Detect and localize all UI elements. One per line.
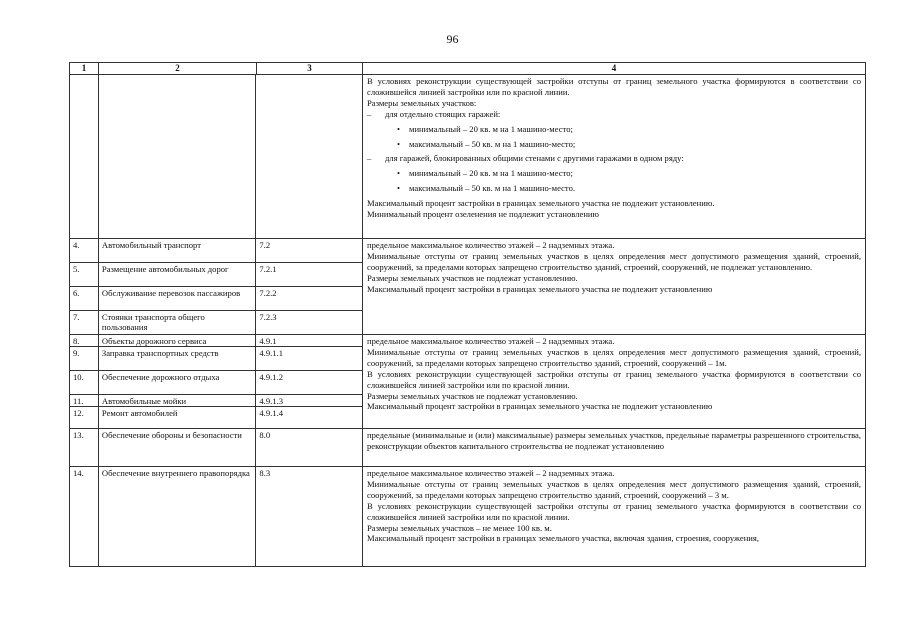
row-number: 11. bbox=[70, 395, 99, 406]
text-paragraph: Размеры земельных участков не подлежат установлению. bbox=[367, 272, 578, 283]
row-number: 5. bbox=[70, 263, 99, 286]
table-column-4 bbox=[363, 75, 865, 566]
text-paragraph: В условиях реконструкции существующей застройки отступы от границ земельного участка формируются в соответствии со сложившейся линией застройки или по красной линии. bbox=[367, 500, 861, 522]
header-col-4: 4 bbox=[611, 63, 617, 73]
row-code: 4.9.1.4 bbox=[259, 408, 284, 418]
text-paragraph: Размеры земельных участков – не менее 100 кв. м. bbox=[367, 522, 552, 533]
table-header-row bbox=[70, 63, 865, 75]
col4-block-transport bbox=[363, 239, 865, 335]
row-code: 7.2.1 bbox=[259, 264, 277, 274]
table-row bbox=[70, 429, 362, 467]
text-paragraph: Размеры земельных участков: bbox=[367, 97, 477, 108]
table-row bbox=[70, 371, 362, 395]
row-number: 6. bbox=[70, 287, 99, 310]
row-code bbox=[256, 75, 362, 238]
row-name: Обеспечение обороны и безопасности bbox=[99, 429, 256, 466]
bullet-item: • максимальный – 50 кв. м на 1 машино-место; bbox=[367, 139, 861, 150]
table-row bbox=[70, 75, 362, 239]
row-name: Ремонт автомобилей bbox=[99, 407, 256, 428]
table-row bbox=[70, 263, 362, 287]
col4-block-public-order bbox=[363, 467, 865, 566]
row-code: 8.3 bbox=[259, 468, 271, 478]
table-row bbox=[70, 407, 362, 429]
row-name: Обеспечение дорожного отдыха bbox=[99, 371, 256, 394]
header-col-2: 2 bbox=[99, 63, 257, 74]
row-number: 8. bbox=[70, 335, 99, 346]
col4-block-defense bbox=[363, 429, 865, 467]
text-paragraph: Минимальные отступы от границ земельных участков в целях определения мест допустимого размещения зданий, строений, сооружений, за пределами которых запрещено строительство зданий, строений, сооружений, не подлежат установлению. bbox=[367, 250, 861, 272]
text-paragraph: предельное максимальное количество этажей – 2 надземных этажа. bbox=[367, 240, 615, 250]
row-number: 13. bbox=[70, 429, 99, 466]
table-row bbox=[70, 395, 362, 407]
text-paragraph: предельное максимальное количество этажей – 2 надземных этажа. bbox=[367, 336, 615, 346]
col4-block-garages bbox=[363, 75, 865, 239]
text-paragraph: Минимальный процент озеленения не подлежит установлению bbox=[367, 209, 599, 220]
text-paragraph: Минимальные отступы от границ земельных участков в целях определения мест допустимого размещения зданий, строений, сооружений, за пределами которых запрещено строительство зданий, строений, сооружений – 3 м. bbox=[367, 478, 861, 500]
text-paragraph: предельное максимальное количество этажей – 2 надземных этажа. bbox=[367, 468, 615, 478]
row-number: 4. bbox=[70, 239, 99, 262]
table-row bbox=[70, 311, 362, 335]
bullet-item: • максимальный – 50 кв. м на 1 машино-место. bbox=[367, 183, 861, 194]
text-paragraph: В условиях реконструкции существующей застройки отступы от границ земельного участка формируются в соответствии со сложившейся линией застройки или по красной линии. bbox=[367, 368, 861, 390]
table-row bbox=[70, 335, 362, 347]
table-row bbox=[70, 467, 362, 566]
row-number: 12. bbox=[70, 407, 99, 428]
row-name: Размещение автомобильных дорог bbox=[99, 263, 256, 286]
table-row bbox=[70, 347, 362, 371]
row-name: Обслуживание перевозок пассажиров bbox=[99, 287, 256, 310]
text-paragraph: Размеры земельных участков не подлежат установлению. bbox=[367, 390, 578, 401]
row-code: 7.2 bbox=[259, 240, 271, 250]
bullet-item: • минимальный – 20 кв. м на 1 машино-место; bbox=[367, 168, 861, 179]
page-number: 96 bbox=[446, 32, 459, 46]
text-paragraph: Максимальный процент застройки в границах земельного участка не подлежит установлению bbox=[367, 283, 713, 294]
dash-item: – для отдельно стоящих гаражей: bbox=[367, 108, 501, 119]
row-name: Объекты дорожного сервиса bbox=[99, 335, 256, 346]
text-paragraph: В условиях реконструкции существующей застройки отступы от границ земельного участка формируются в соответствии со сложившейся линией застройки или по красной линии. bbox=[367, 76, 861, 97]
row-code: 7.2.3 bbox=[259, 312, 277, 322]
row-number: 7. bbox=[70, 311, 99, 334]
row-code: 4.9.1.2 bbox=[259, 372, 284, 382]
row-number bbox=[70, 75, 99, 238]
dash-item: – для гаражей, блокированных общими стенами с другими гаражами в одном ряду: bbox=[367, 153, 684, 164]
row-number: 10. bbox=[70, 371, 99, 394]
col4-block-road-service bbox=[363, 335, 865, 429]
table-row bbox=[70, 287, 362, 311]
row-number: 9. bbox=[70, 347, 99, 370]
row-code: 8.0 bbox=[259, 430, 271, 440]
text-paragraph: Максимальный процент застройки в границах земельного участка не подлежит установлению bbox=[367, 401, 713, 412]
row-name: Автомобильный транспорт bbox=[99, 239, 256, 262]
row-name: Заправка транспортных средств bbox=[99, 347, 256, 370]
text-paragraph: Минимальные отступы от границ земельных участков в целях определения мест допустимого размещения зданий, строений, сооружений, за пределами которых запрещено строительство зданий, строений, сооружений – 1м. bbox=[367, 346, 861, 368]
table-body bbox=[70, 75, 865, 566]
header-col-1: 1 bbox=[70, 63, 99, 74]
table-left-columns bbox=[70, 75, 363, 566]
bullet-item: • минимальный – 20 кв. м на 1 машино-место; bbox=[367, 124, 861, 135]
row-code: 7.2.2 bbox=[259, 288, 277, 298]
row-code: 4.9.1 bbox=[259, 336, 277, 346]
row-code: 4.9.1.3 bbox=[259, 396, 284, 406]
regulations-table bbox=[69, 62, 866, 567]
header-col-3: 3 bbox=[257, 63, 363, 74]
row-name: Стоянки транспорта общего пользования bbox=[99, 311, 256, 334]
table-row bbox=[70, 239, 362, 263]
row-code: 4.9.1.1 bbox=[259, 348, 284, 358]
text-paragraph: Максимальный процент застройки в границах земельного участка не подлежит установлению. bbox=[367, 198, 715, 209]
text-paragraph: Максимальный процент застройки в границах земельного участка, включая здания, строения, сооружения, bbox=[367, 533, 759, 544]
row-name: Автомобильные мойки bbox=[99, 395, 256, 406]
text-paragraph: предельные (минимальные и (или) максимальные) размеры земельных участков, предельные параметры разрешенного строительства, реконструкции объектов капитального строительства не подлежат установлению bbox=[367, 430, 861, 451]
row-number: 14. bbox=[70, 467, 99, 566]
row-name bbox=[99, 75, 256, 238]
row-name: Обеспечение внутреннего правопорядка bbox=[99, 467, 256, 566]
